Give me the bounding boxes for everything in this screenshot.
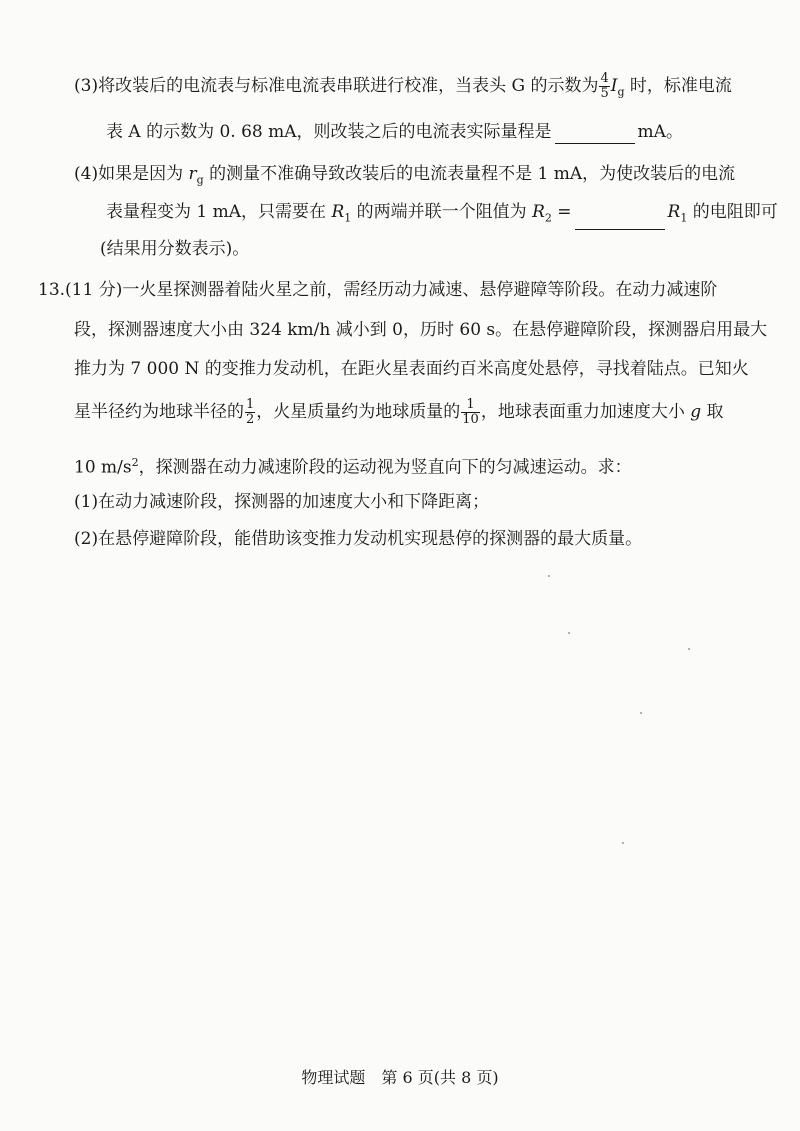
text: 取 — [701, 402, 724, 422]
q13-line2 — [74, 318, 767, 342]
variable: R — [331, 202, 345, 222]
answer-blank — [575, 211, 665, 230]
q13-subquestion-2 — [74, 527, 642, 551]
q12-part4-line1 — [74, 162, 735, 192]
q13-line5 — [74, 451, 632, 480]
text: = — [551, 202, 572, 222]
part-label: (3) — [74, 76, 99, 96]
text: ，探测器在动力减速阶段的运动视为竖直向下的匀减速运动。求： — [138, 457, 632, 478]
scan-speck — [622, 842, 624, 844]
text: ，火星质量约为地球质量的 — [256, 402, 461, 422]
text: (2)在悬停避障阶段，能借助该变推力发动机实现悬停的探测器的最大质量。 — [74, 529, 643, 549]
text: 10 m/s — [74, 457, 132, 478]
question-number: 13. — [38, 280, 66, 300]
q12-part4-line3 — [100, 237, 249, 261]
subscript: g — [617, 85, 625, 99]
text: 的两端并联一个阻值为 — [351, 202, 533, 222]
scan-speck — [568, 632, 570, 634]
text: ，地球表面重力加速度大小 — [480, 402, 691, 422]
text: 如果是因为 — [98, 164, 189, 184]
scan-speck — [548, 575, 550, 577]
variable: r — [188, 164, 197, 184]
page-footer: 物理试题 第 6 页(共 8 页) — [301, 1068, 499, 1087]
text: 星半径约为地球半径的 — [74, 402, 244, 422]
q13-subquestion-1 — [74, 490, 489, 514]
subscript: g — [196, 173, 204, 187]
text: 的测量不准确导致改装后的电流表量程不是 1 mA，为使改装后的电流 — [203, 164, 736, 184]
subscript: 1 — [344, 211, 352, 225]
text: (11 分)一火星探测器着陆火星之前，需经历动力减速、悬停避障等阶段。在动力减速阶 — [65, 280, 718, 300]
text: 表量程变为 1 mA，只需要在 — [106, 202, 332, 222]
variable: g — [690, 402, 702, 422]
q12-part3-line1 — [74, 72, 732, 104]
text: (结果用分数表示)。 — [100, 239, 250, 259]
scan-speck — [640, 712, 642, 714]
fraction: $\frac{1}{2}$ — [246, 397, 255, 427]
part-label: (4) — [74, 164, 99, 184]
variable: R — [667, 202, 681, 222]
answer-blank — [555, 125, 635, 144]
text: (1)在动力减速阶段，探测器的加速度大小和下降距离； — [74, 492, 490, 512]
subscript: 1 — [680, 211, 688, 225]
fraction: $\frac{1}{10}$ — [462, 397, 479, 427]
superscript: 2 — [131, 456, 139, 469]
text: 段，探测器速度大小由 324 km/h 减小到 0，历时 60 s。在悬停避障阶段，探测器启用最大 — [74, 320, 768, 340]
q13-line3 — [74, 357, 749, 381]
text: 的电阻即可 — [687, 202, 778, 222]
text: 表 A 的示数为 0. 68 mA，则改装之后的电流表实际量程是 — [106, 122, 552, 142]
q13-line4 — [74, 398, 724, 427]
text: mA。 — [637, 122, 683, 142]
text: 推力为 7 000 N 的变推力发动机，在距火星表面约百米高度处悬停，寻找着陆点。已知火 — [74, 359, 749, 379]
q12-part3-line2 — [106, 120, 683, 144]
subscript: 2 — [544, 211, 552, 225]
q12-part4-line2 — [106, 200, 778, 230]
q13-line1 — [38, 278, 717, 302]
scan-speck — [688, 648, 690, 650]
variable: I — [610, 76, 618, 96]
fraction: $\frac{4}{5}$ — [600, 71, 609, 101]
text: 将改装后的电流表与标准电流表串联进行校准，当表头 G 的示数为 — [98, 76, 599, 96]
text: 时，标准电流 — [624, 76, 732, 96]
variable: R — [532, 202, 545, 222]
